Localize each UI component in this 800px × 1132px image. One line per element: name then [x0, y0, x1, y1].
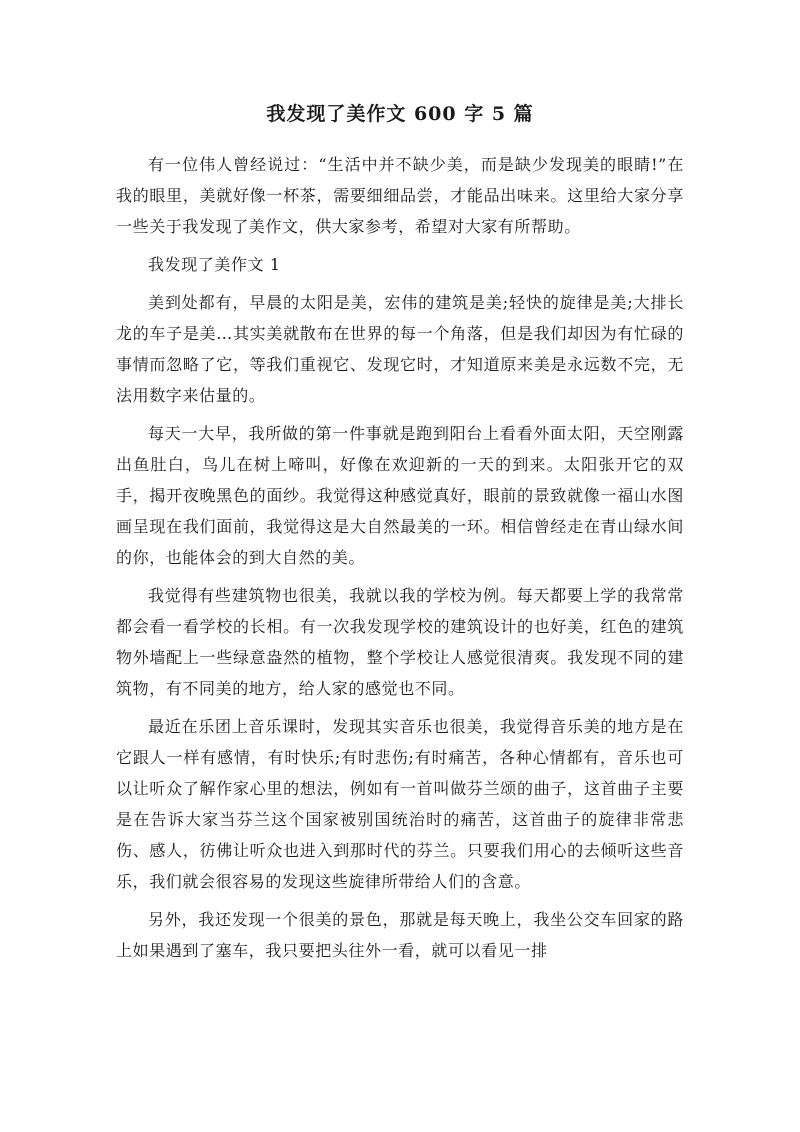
document-title: 我发现了美作文 600 字 5 篇: [266, 103, 534, 125]
body-paragraph-1: 美到处都有，早晨的太阳是美，宏伟的建筑是美;轻快的旋律是美;大排长龙的车子是美…其实美就散布在世界的每一个角落，但是我们却因为有忙碌的事情而忽略了它，等我们重视它、发现它时，才知道原来美是永远数不完，无法用数字来估量的。: [116, 293, 684, 405]
body-paragraph-2: 每天一大早，我所做的第一件事就是跑到阳台上看看外面太阳，天空刚露出鱼肚白，鸟儿在树上啼叫，好像在欢迎新的一天的到来。太阳张开它的双手，揭开夜晚黑色的面纱。我觉得这种感觉真好，眼前的景致就像一福山水图画呈现在我们面前，我觉得这是大自然最美的一环。相信曾经走在青山绿水间的你，也能体会的到大自然的美。: [116, 424, 684, 567]
body-paragraph-3: 我觉得有些建筑物也很美，我就以我的学校为例。每天都要上学的我常常都会看一看学校的长相。有一次我发现学校的建筑设计的也好美，红色的建筑物外墙配上一些绿意盎然的植物，整个学校让人感觉很清爽。我发现不同的建筑物，有不同美的地方，给人家的感觉也不同。: [116, 586, 684, 698]
section-heading: 我发现了美作文 1: [148, 255, 281, 274]
body-paragraph-4: 最近在乐团上音乐课时，发现其实音乐也很美，我觉得音乐美的地方是在它跟人一样有感情，有时快乐;有时悲伤;有时痛苦，各种心情都有，音乐也可以让听众了解作家心里的想法，例如有一首叫做芬兰颂的曲子，这首曲子主要是在告诉大家当芬兰这个国家被别国统治时的痛苦，这首曲子的旋律非常悲伤、感人，彷佛让听众也进入到那时代的芬兰。只要我们用心的去倾听这些音乐，我们就会很容易的发现这些旋律所带给人们的含意。: [116, 717, 684, 891]
body-paragraph-5: 另外，我还发现一个很美的景色，那就是每天晚上，我坐公交车回家的路上如果遇到了塞车，我只要把头往外一看，就可以看见一排: [116, 910, 684, 960]
intro-paragraph: 有一位伟人曾经说过：“生活中并不缺少美，而是缺少发现美的眼睛!”在我的眼里，美就好像一杯茶，需要细细品尝，才能品出味来。这里给大家分享一些关于我发现了美作文，供大家参考，希望对大家有所帮助。: [116, 155, 684, 236]
